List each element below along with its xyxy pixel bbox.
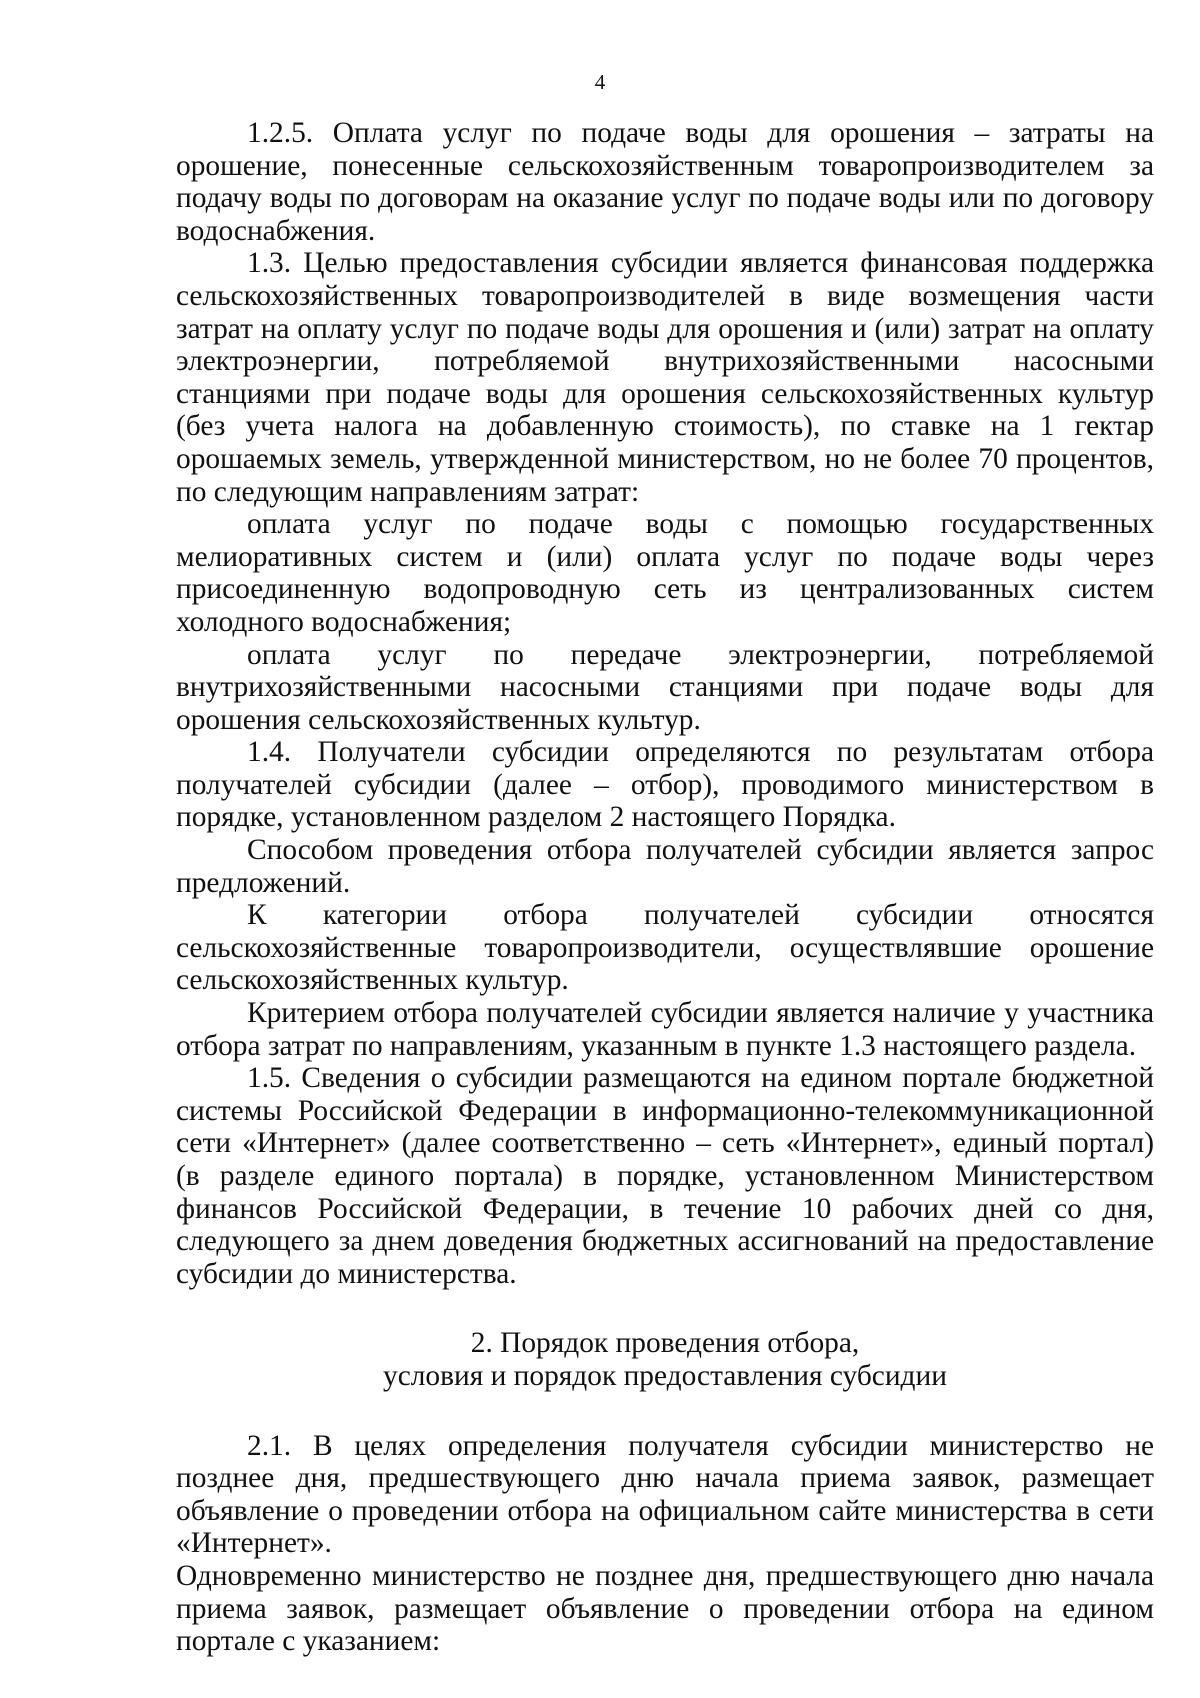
paragraph-selection-category: К категории отбора получателей субсидии относятся сельскохозяйственные товаропроизводители, осуществлявшие орошение сельскохозяйственных культур. [176,899,1154,997]
paragraph-2-1: 2.1. В целях определения получателя субсидии министерство не позднее дня, предшествующего дню начала приема заявок, размещает объявление о проведении отбора на официальном сайте министерства в сети «Интернет». [176,1429,1154,1560]
paragraph-1-5: 1.5. Сведения о субсидии размещаются на едином портале бюджетной системы Российской Федерации в информационно-телекоммуникационной сети «Интернет» (далее соответственно – сеть «Интернет», единый портал) (в разделе единого портала) в порядке, установленном Министерством финансов Российской Федерации, в течение 10 рабочих дней со дня, следующего за днем доведения бюджетных ассигнований на предоставление субсидии до министерства. [176,1062,1154,1290]
document-body [176,117,1154,1658]
paragraph-selection-criterion: Критерием отбора получателей субсидии является наличие у участника отбора затрат по направлениям, указанным в пункте 1.3 настоящего раздела. [176,997,1154,1062]
paragraph-water-supply-costs: оплата услуг по подаче воды с помощью государственных мелиоративных систем и (или) оплата услуг по подаче воды через присоединенную водопроводную сеть из централизованных систем холодного водоснабжения; [176,508,1154,638]
paragraph-electricity-costs: оплата услуг по передаче электроэнергии, потребляемой внутрихозяйственными насосными станциями при подаче воды для орошения сельскохозяйственных культур. [176,638,1154,736]
paragraph-1-2-5: 1.2.5. Оплата услуг по подаче воды для орошения – затраты на орошение, понесенные сельскохозяйственным товаропроизводителем за подачу воды по договорам на оказание услуг по подаче воды или по договору водоснабжения. [176,117,1154,247]
paragraph-selection-method: Способом проведения отбора получателей субсидии является запрос предложений. [176,834,1154,899]
paragraph-2-1-continued: Одновременно министерство не позднее дня, предшествующего дню начала приема заявок, размещает объявление о проведении отбора на едином портале с указанием: [176,1559,1154,1658]
section-heading-line-1: 2. Порядок проведения отбора, [470,1327,860,1360]
paragraph-1-4: 1.4. Получатели субсидии определяются по результатам отбора получателей субсидии (далее – отбор), проводимого министерством в порядке, установленном разделом 2 настоящего Порядка. [176,736,1154,834]
paragraph-1-3: 1.3. Целью предоставления субсидии является финансовая поддержка сельскохозяйственных товаропроизводителей в виде возмещения части затрат на оплату услуг по подаче воды для орошения и (или) затрат на оплату электроэнергии, потребляемой внутрихозяйственными насосными станциями при подаче воды для орошения сельскохозяйственных культур (без учета налога на добавленную стоимость), по ставке на 1 гектар орошаемых земель, утвержденной министерством, но не более 70 процентов, по следующим направлениям затрат: [176,247,1154,508]
section-heading-line-2: условия и порядок предоставления субсидии [383,1359,947,1392]
page-number: 4 [594,70,606,94]
section-heading [176,1327,1154,1392]
